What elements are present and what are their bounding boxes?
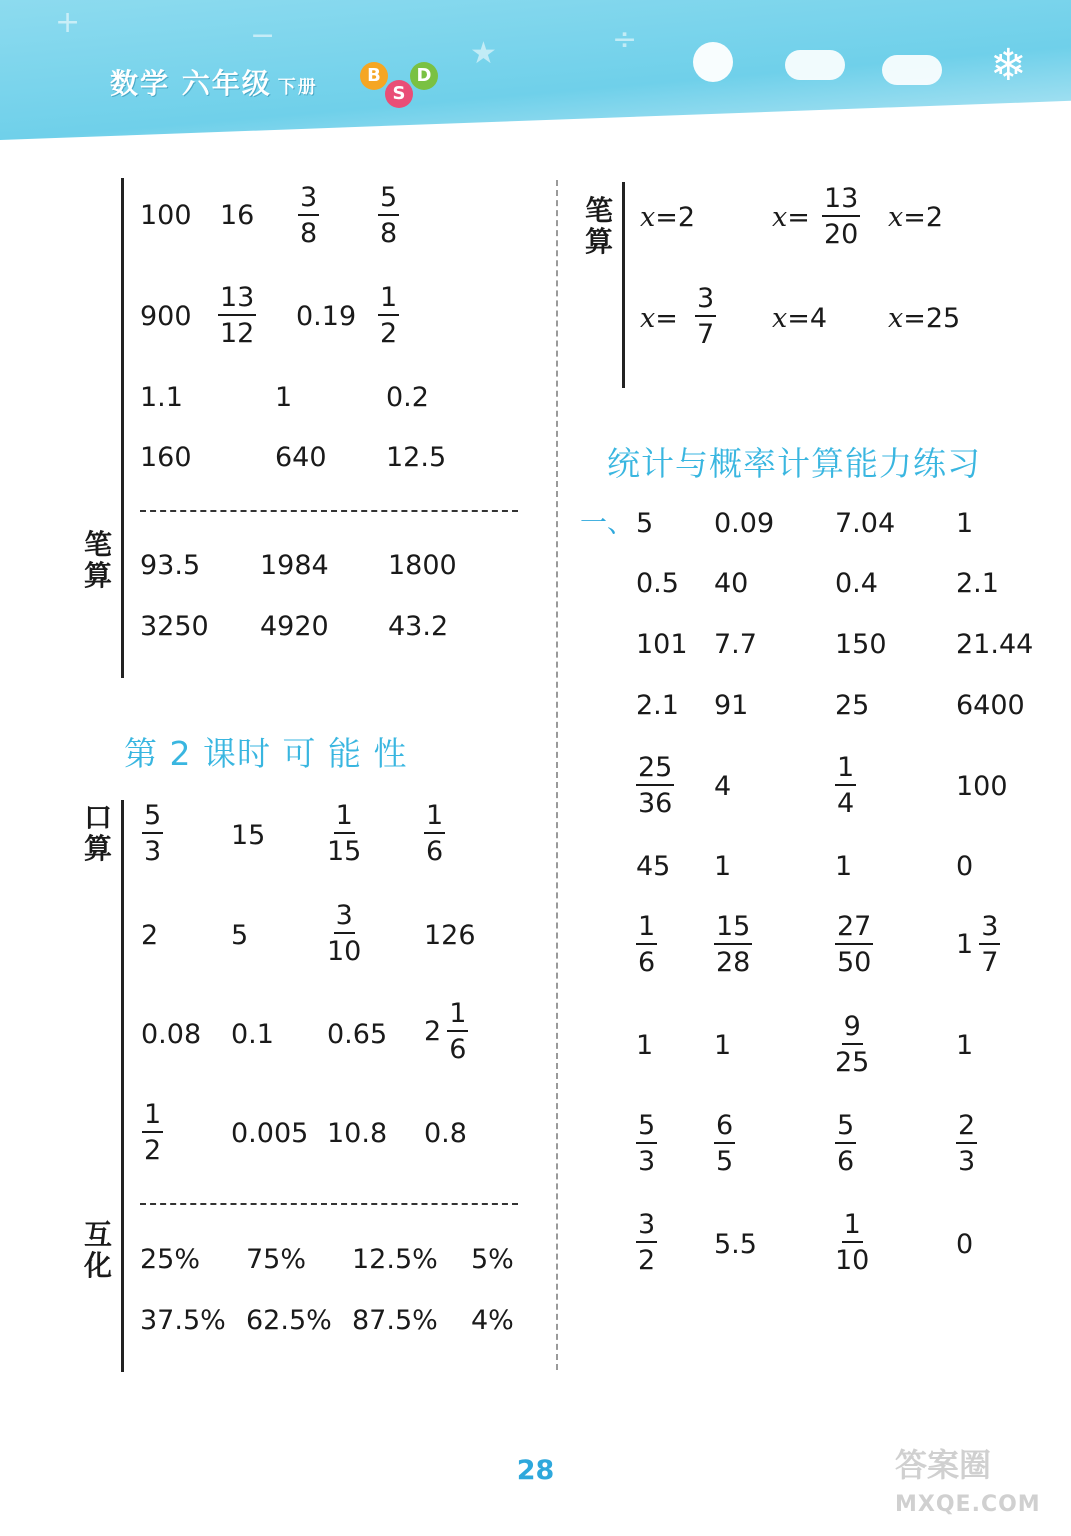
answer-fraction: $\frac{25}{36}$: [638, 752, 673, 819]
answer-value: 7.04: [835, 508, 896, 539]
answer-value: 16: [220, 200, 255, 231]
sun-icon: [693, 42, 733, 82]
badge-d: D: [410, 62, 438, 90]
answer-value: 3250: [140, 611, 209, 642]
answer-value: 160: [140, 442, 192, 473]
answer-value: 2.1: [636, 690, 679, 721]
watermark-url: MXQE.COM: [895, 1492, 1041, 1517]
answer-value: 1800: [388, 550, 457, 581]
answer-value: 2.1: [956, 568, 999, 599]
answer-value: 12.5: [386, 442, 447, 473]
section-heading-stats: 统计与概率计算能力练习: [607, 444, 981, 483]
header-title: 数学 六年级 下册: [110, 67, 318, 100]
answer-value: 25%: [140, 1244, 201, 1275]
answer-value: 12.5%: [352, 1244, 438, 1275]
answer-fraction: $\frac{1}{2}$: [380, 282, 398, 349]
bisuan-label-left: 笔 算: [83, 528, 112, 592]
answer-fraction: $\frac{2}{3}$: [958, 1110, 976, 1177]
answer-value: 37.5%: [140, 1305, 226, 1336]
star-decoration: ★: [470, 36, 497, 71]
watermark-logo: 答案圈: [895, 1446, 992, 1484]
equation-lhs: x=: [640, 303, 678, 334]
answer-fraction: $\frac{5}{3}$: [144, 800, 162, 867]
answer-value: 150: [835, 629, 887, 660]
answer-value: 43.2: [388, 611, 449, 642]
answer-value: 100: [956, 771, 1008, 802]
answer-value: 0.08: [141, 1019, 202, 1050]
answer-value: 0: [956, 851, 974, 882]
answer-value: 5%: [471, 1244, 514, 1275]
answer-value: 100: [140, 200, 192, 231]
answer-value: 0.1: [231, 1019, 274, 1050]
dashed-separator: [140, 510, 518, 512]
huhua-label: 互 化: [83, 1218, 112, 1282]
answer-value: 25: [835, 690, 870, 721]
answer-value: 2: [141, 920, 159, 951]
answer-value: 21.44: [956, 629, 1034, 660]
answer-value: 62.5%: [246, 1305, 332, 1336]
answer-value: 93.5: [140, 550, 201, 581]
answer-fraction: $\frac{13}{20}$: [824, 183, 859, 250]
answer-fraction: $\frac{6}{5}$: [716, 1110, 734, 1177]
answer-fraction: $\frac{3}{7}$: [697, 283, 715, 350]
answer-value: 0.2: [386, 382, 429, 413]
answer-fraction: $\frac{3}{2}$: [638, 1209, 656, 1276]
rain-cloud-icon: [882, 55, 942, 85]
answer-value: 101: [636, 629, 688, 660]
kousuan-label: 口 算: [83, 801, 112, 865]
answer-value: 75%: [246, 1244, 307, 1275]
badge-b: B: [360, 62, 388, 90]
answer-value: 15: [231, 820, 266, 851]
answer-value: 1: [956, 1030, 974, 1061]
answer-fraction: $\frac{3}{10}$: [327, 900, 362, 967]
answer-value: 5: [636, 508, 654, 539]
answer-value: 1: [835, 851, 853, 882]
answer-value: 10.8: [327, 1118, 388, 1149]
plus-decoration: +: [55, 5, 81, 40]
answer-value: 1: [956, 508, 974, 539]
answer-value: 40: [714, 568, 749, 599]
answer-fraction: $\frac{9}{25}$: [835, 1011, 870, 1078]
answer-mixed-number: 1 $\frac{3}{7}$: [956, 911, 999, 978]
answer-fraction: $\frac{1}{10}$: [835, 1209, 870, 1276]
question-number: 一、: [580, 508, 634, 539]
left-top-rule: [121, 178, 124, 678]
equation-lhs: x=: [772, 202, 810, 233]
answer-value: 0.005: [231, 1118, 309, 1149]
answer-value: 91: [714, 690, 749, 721]
answer-value: 1.1: [140, 382, 183, 413]
answer-value: 6400: [956, 690, 1025, 721]
minus-decoration: −: [250, 18, 276, 53]
answer-value: 900: [140, 301, 192, 332]
snowflake-icon: ❄: [990, 40, 1027, 91]
dashed-separator: [140, 1203, 518, 1205]
answer-value: 4: [714, 771, 732, 802]
equation: x=2: [640, 202, 696, 233]
answer-fraction: $\frac{5}{3}$: [638, 1110, 656, 1177]
answer-value: 0.65: [327, 1019, 388, 1050]
column-divider: [556, 180, 558, 1370]
answer-value: 126: [424, 920, 476, 951]
answer-value: 45: [636, 851, 671, 882]
answer-value: 5.5: [714, 1229, 757, 1260]
equation: x=25: [888, 303, 961, 334]
answer-value: 1: [275, 382, 293, 413]
answer-fraction: $\frac{1}{15}$: [327, 800, 362, 867]
answer-value: 7.7: [714, 629, 757, 660]
answer-value: 1: [636, 1030, 654, 1061]
answer-value: 0.19: [296, 301, 357, 332]
answer-fraction: $\frac{1}{6}$: [426, 800, 444, 867]
answer-value: 0.5: [636, 568, 679, 599]
equation: x=4: [772, 303, 828, 334]
answer-fraction: $\frac{1}{4}$: [837, 752, 855, 819]
answer-value: 0.4: [835, 568, 878, 599]
equation: x=2: [888, 202, 944, 233]
answer-value: 4920: [260, 611, 329, 642]
answer-fraction: $\frac{1}{2}$: [144, 1099, 162, 1166]
answer-value: 87.5%: [352, 1305, 438, 1336]
answer-fraction: $\frac{3}{8}$: [300, 182, 318, 249]
answer-value: 1: [714, 851, 732, 882]
answer-value: 4%: [471, 1305, 514, 1336]
right-top-rule: [622, 182, 625, 388]
bisuan-label-right: 笔 算: [584, 194, 613, 258]
answer-fraction: $\frac{27}{50}$: [837, 911, 872, 978]
page-number: 28: [516, 1455, 555, 1486]
answer-value: 0.8: [424, 1118, 467, 1149]
answer-value: 1984: [260, 550, 329, 581]
answer-value: 1: [714, 1030, 732, 1061]
answer-fraction: $\frac{13}{12}$: [220, 282, 255, 349]
answer-fraction: $\frac{5}{8}$: [380, 182, 398, 249]
answer-value: 5: [231, 920, 249, 951]
left-bottom-rule: [121, 800, 124, 1372]
badge-s: S: [385, 80, 413, 108]
answer-mixed-number: 2 $\frac{1}{6}$: [424, 998, 467, 1065]
answer-fraction: $\frac{5}{6}$: [837, 1110, 855, 1177]
answer-value: 0: [956, 1229, 974, 1260]
cloud-icon: [785, 50, 845, 80]
divide-decoration: ÷: [612, 22, 638, 57]
answer-value: 0.09: [714, 508, 775, 539]
answer-fraction: $\frac{15}{28}$: [716, 911, 751, 978]
answer-fraction: $\frac{1}{6}$: [638, 911, 656, 978]
section-heading-lesson2: 第 2 课时 可 能 性: [124, 734, 408, 773]
answer-value: 640: [275, 442, 327, 473]
